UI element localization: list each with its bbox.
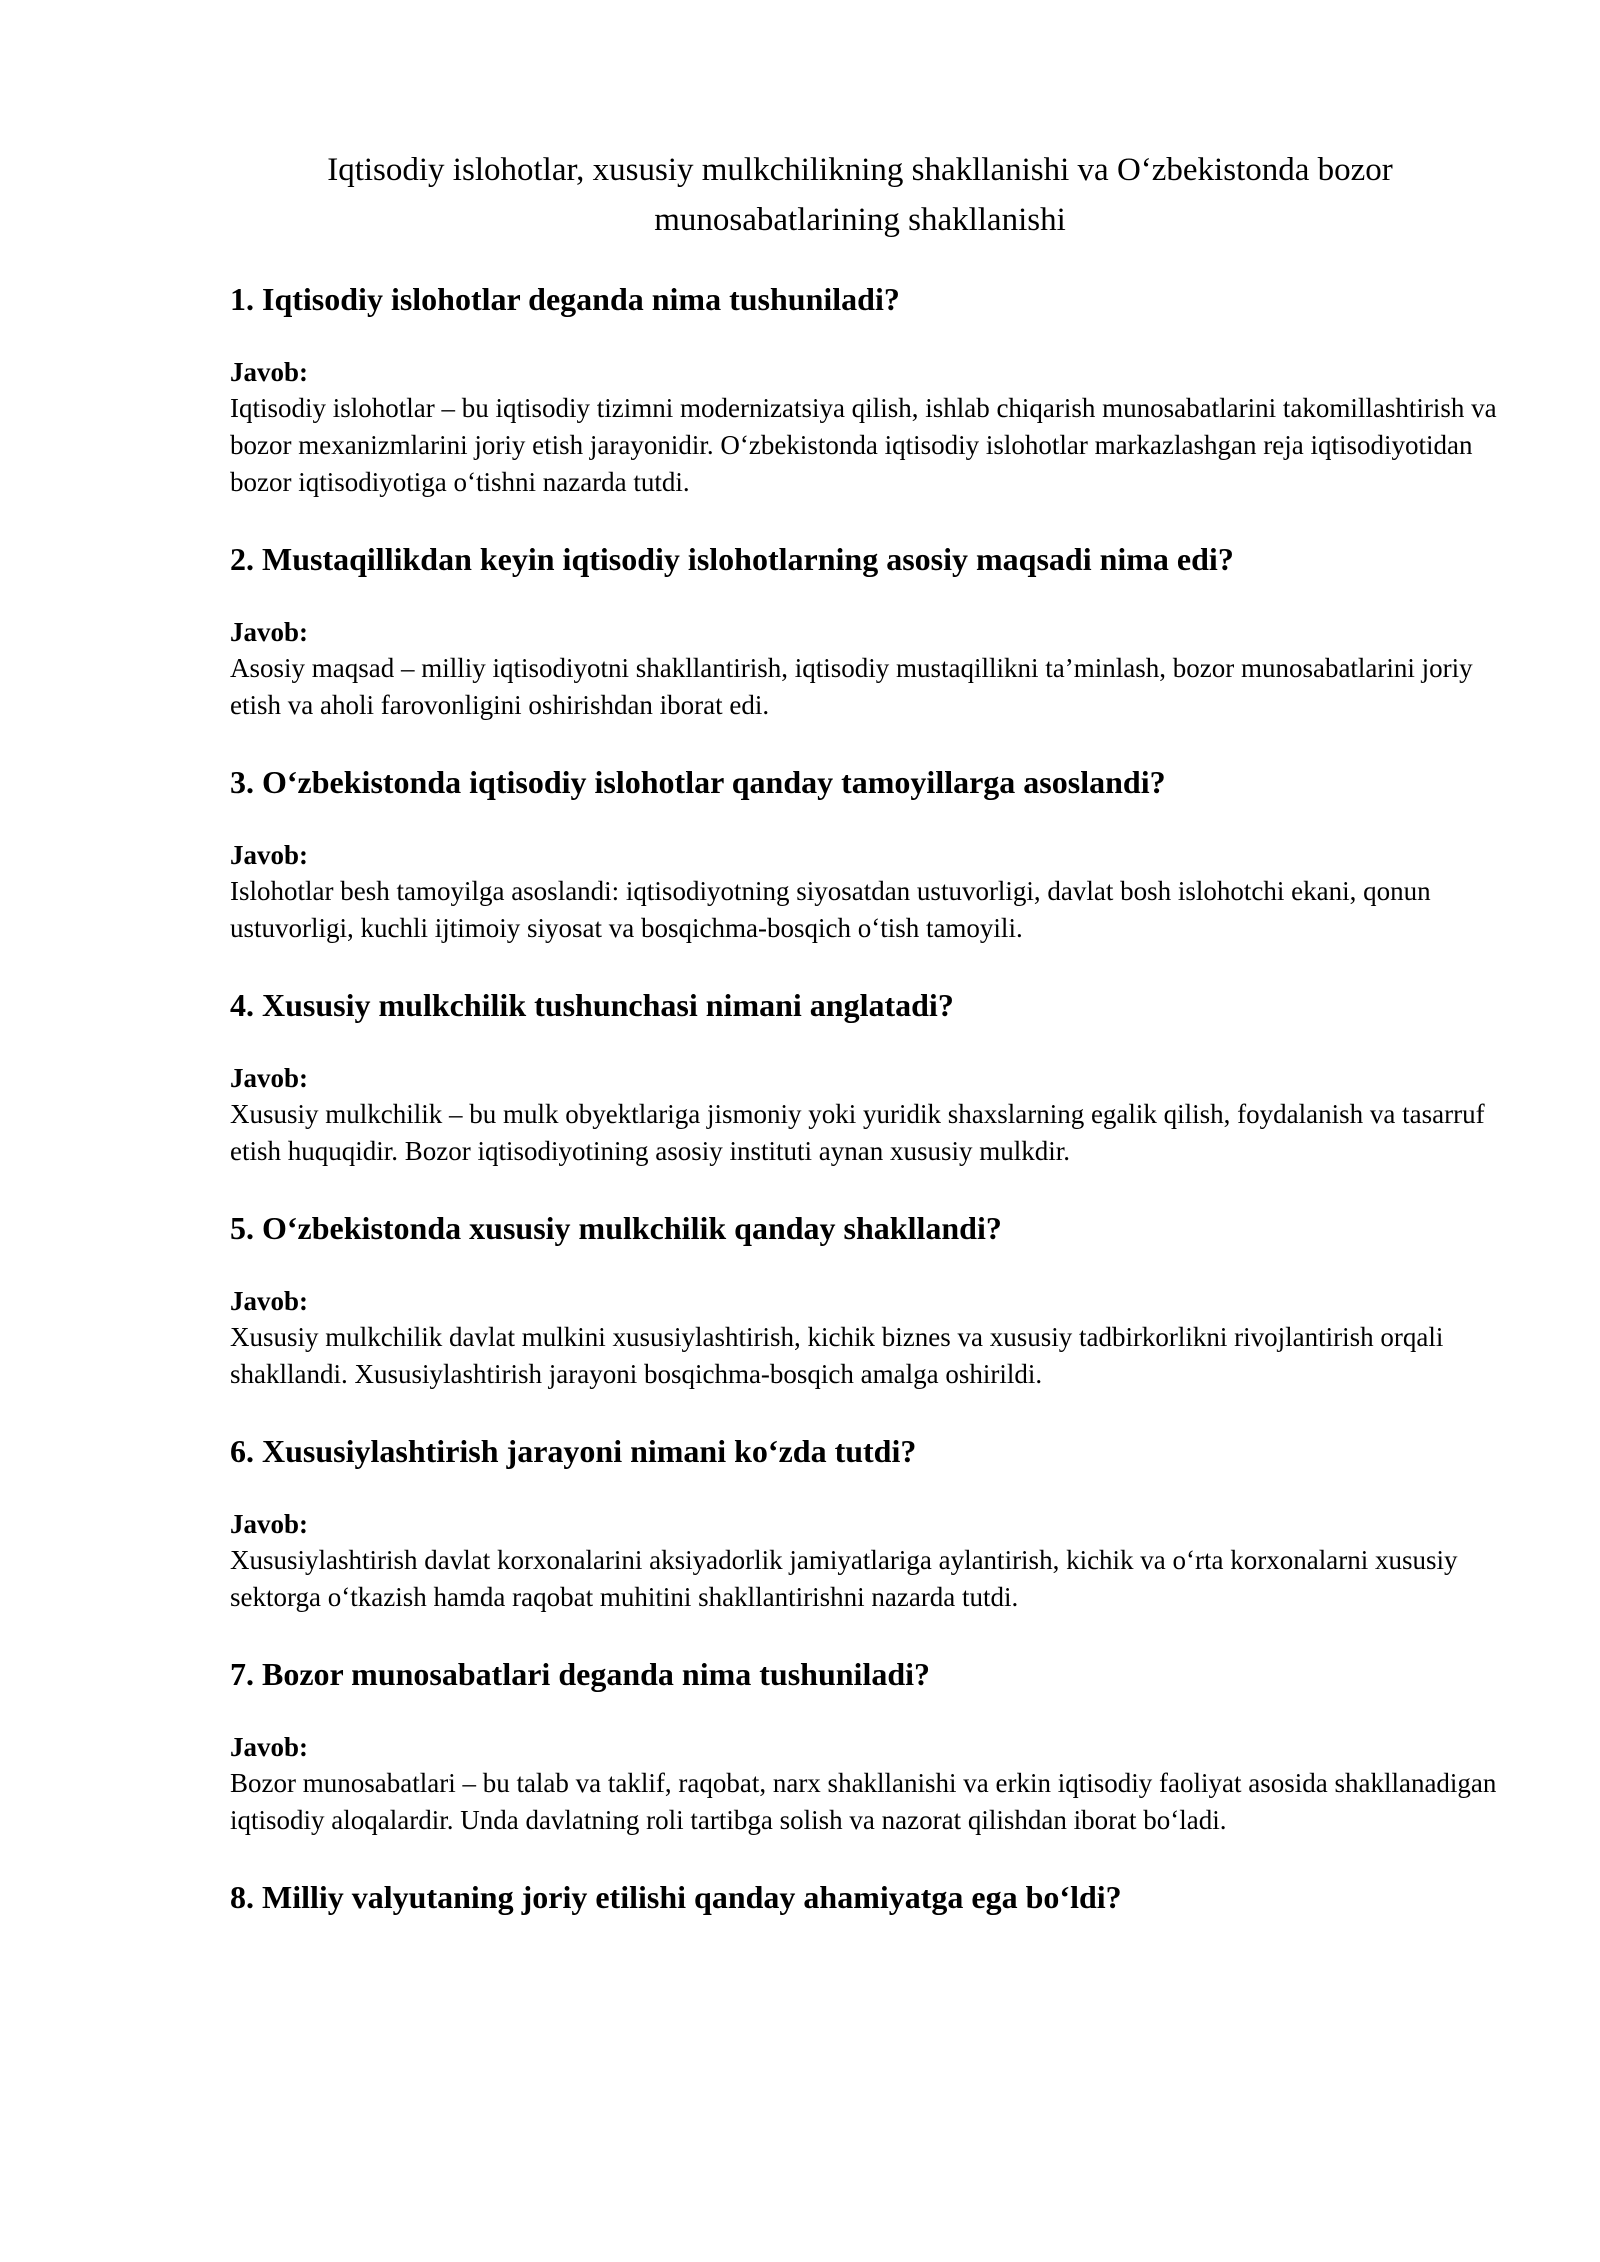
- answer-label-6: Javob:: [230, 1509, 309, 1539]
- question-4: 4. Xususiy mulkchilik tushunchasi nimani anglatadi?: [230, 987, 954, 1023]
- answer-label-1: Javob:: [230, 357, 309, 387]
- answer-label-4: Javob:: [230, 1063, 309, 1093]
- question-2: 2. Mustaqillikdan keyin iqtisodiy islohotlarning asosiy maqsadi nima edi?: [230, 541, 1234, 577]
- qa-item-5: [230, 1207, 1500, 1393]
- answer-text-5: Xususiy mulkchilik davlat mulkini xususiylashtirish, kichik biznes va xususiy tadbirkorlikni rivojlantirish orqali shakllandi. Xususiylashtirish jarayoni bosqichma-bosqich amalga oshirildi.: [230, 1322, 1444, 1389]
- qa-item-6: [230, 1430, 1500, 1616]
- answer-text-7: Bozor munosabatlari – bu talab va taklif, raqobat, narx shakllanishi va erkin iqtisodiy faoliyat asosida shakllanadigan iqtisodiy aloqalardir. Unda davlatning roli tartibga solish va nazorat qilishdan iborat bo‘ladi.: [230, 1768, 1497, 1835]
- qa-item-8: [230, 1876, 1500, 1918]
- qa-list: [230, 278, 1500, 1918]
- answer-label-7: Javob:: [230, 1732, 309, 1762]
- answer-text-1: Iqtisodiy islohotlar – bu iqtisodiy tizimni modernizatsiya qilish, ishlab chiqarish munosabatlarini takomillashtirish va bozor mexanizmlarini joriy etish jarayonidir. O‘zbekistonda iqtisodiy islohotlar markazlashgan reja iqtisodiyotidan bozor iqtisodiyotiga o‘tishni nazarda tutdi.: [230, 393, 1497, 497]
- qa-item-1: [230, 278, 1500, 501]
- question-3: 3. O‘zbekistonda iqtisodiy islohotlar qanday tamoyillarga asoslandi?: [230, 764, 1166, 800]
- answer-text-3: Islohotlar besh tamoyilga asoslandi: iqtisodiyotning siyosatdan ustuvorligi, davlat bosh islohotchi ekani, qonun ustuvorligi, kuchli ijtimoiy siyosat va bosqichma-bosqich o‘tish tamoyili.: [230, 876, 1431, 943]
- qa-item-4: [230, 984, 1500, 1170]
- document-content: [230, 145, 1500, 1955]
- answer-text-2: Asosiy maqsad – milliy iqtisodiyotni shakllantirish, iqtisodiy mustaqillikni ta’minlash, bozor munosabatlarini joriy etish va aholi farovonligini oshirishdan iborat edi.: [230, 653, 1473, 720]
- question-6: 6. Xususiylashtirish jarayoni nimani ko‘zda tutdi?: [230, 1433, 917, 1469]
- question-8: 8. Milliy valyutaning joriy etilishi qanday ahamiyatga ega bo‘ldi?: [230, 1879, 1122, 1915]
- answer-text-4: Xususiy mulkchilik – bu mulk obyektlariga jismoniy yoki yuridik shaxslarning egalik qilish, foydalanish va tasarruf etish huquqidir. Bozor iqtisodiyotining asosiy instituti aynan xususiy mulkdir.: [230, 1099, 1485, 1166]
- qa-item-7: [230, 1653, 1500, 1839]
- question-1: 1. Iqtisodiy islohotlar deganda nima tushuniladi?: [230, 281, 900, 317]
- question-7: 7. Bozor munosabatlari deganda nima tushuniladi?: [230, 1656, 931, 1692]
- answer-text-6: Xususiylashtirish davlat korxonalarini aksiyadorlik jamiyatlariga aylantirish, kichik va o‘rta korxonalarni xususiy sektorga o‘tkazish hamda raqobat muhitini shakllantirishni nazarda tutdi.: [230, 1545, 1458, 1612]
- answer-label-5: Javob:: [230, 1286, 309, 1316]
- answer-label-2: Javob:: [230, 617, 309, 647]
- answer-label-3: Javob:: [230, 840, 309, 870]
- qa-item-2: [230, 538, 1500, 724]
- question-5: 5. O‘zbekistonda xususiy mulkchilik qanday shakllandi?: [230, 1210, 1002, 1246]
- qa-item-3: [230, 761, 1500, 947]
- document-title: Iqtisodiy islohotlar, xususiy mulkchilikning shakllanishi va O‘zbekistonda bozor munosabatlarining shakllanishi: [327, 152, 1393, 238]
